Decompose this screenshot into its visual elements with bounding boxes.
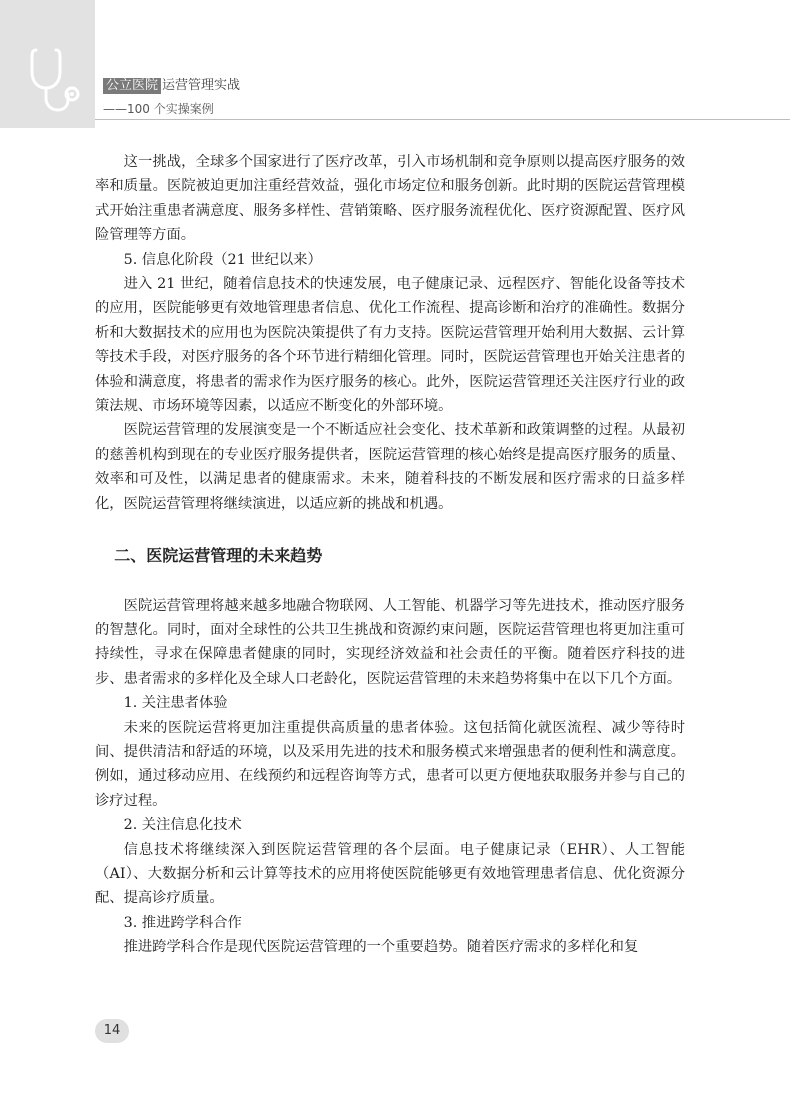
series-highlight: 公立医院: [103, 78, 161, 94]
page-number: 14: [95, 1019, 129, 1043]
subheading: 5. 信息化阶段（21 世纪以来）: [123, 251, 322, 268]
stethoscope-icon: [28, 48, 84, 112]
page-body: [95, 150, 685, 960]
book-subtitle: ——100 个实操案例: [103, 102, 214, 116]
book-series-title: [103, 78, 240, 94]
subheading: 1. 关注患者体验: [123, 695, 228, 712]
paragraph: 医院运营管理将越来越多地融合物联网、人工智能、机器学习等先进技术，推动医疗服务的智慧化。同时，面对全球性的公共卫生挑战和资源约束问题，医院运营管理也将更加注重可持续性，寻求在保障患者健康的同时，实现经济效益和社会责任的平衡。随着医疗科技的进步、患者需求的多样化及全球人口老龄化，医院运营管理的未来趋势将集中在以下几个方面。: [95, 597, 685, 687]
paragraph: 这一挑战，全球多个国家进行了医疗改革，引入市场机制和竞争原则以提高医疗服务的效率和质量。医院被迫更加注重经营效益，强化市场定位和服务创新。此时期的医院运营管理模式开始注重患者满意度、服务多样性、营销策略、医疗服务流程优化、医疗资源配置、医疗风险管理等方面。: [95, 154, 685, 244]
series-name: 运营管理实战: [162, 78, 241, 93]
subheading: 3. 推进跨学科合作: [123, 914, 242, 931]
section-heading: 二、医院运营管理的未来趋势: [114, 546, 323, 566]
header-gray-block: [0, 0, 95, 128]
header-divider: [95, 119, 790, 120]
paragraph: 未来的医院运营将更加注重提供高质量的患者体验。这包括简化就医流程、减少等待时间、提供清洁和舒适的环境，以及采用先进的技术和服务模式来增强患者的便利性和满意度。例如，通过移动应用、在线预约和远程咨询等方式，患者可以更方便地获取服务并参与自己的诊疗过程。: [95, 719, 685, 809]
paragraph: 信息技术将继续深入到医院运营管理的各个层面。电子健康记录（EHR）、人工智能（AI）、大数据分析和云计算等技术的应用将使医院能够更有效地管理患者信息、优化资源分配、提高诊疗质量。: [95, 841, 685, 907]
paragraph: 推进跨学科合作是现代医院运营管理的一个重要趋势。随着医疗需求的多样化和复: [123, 939, 639, 956]
subheading: 2. 关注信息化技术: [123, 817, 242, 834]
paragraph: 进入 21 世纪，随着信息技术的快速发展，电子健康记录、远程医疗、智能化设备等技术的应用，医院能够更有效地管理患者信息、优化工作流程、提高诊断和治疗的准确性。数据分析和大数据技术的应用也为医院决策提供了有力支持。医院运营管理开始利用大数据、云计算等技术手段，对医疗服务的各个环节进行精细化管理。同时，医院运营管理也开始关注患者的体验和满意度，将患者的需求作为医疗服务的核心。此外，医院运营管理还关注医疗行业的政策法规、市场环境等因素，以适应不断变化的外部环境。: [95, 276, 685, 415]
paragraph: 医院运营管理的发展演变是一个不断适应社会变化、技术革新和政策调整的过程。从最初的慈善机构到现在的专业医疗服务提供者，医院运营管理的核心始终是提高医疗服务的质量、效率和可及性，以满足患者的健康需求。未来，随着科技的不断发展和医疗需求的日益多样化，医院运营管理将继续演进，以适应新的挑战和机遇。: [95, 422, 685, 512]
